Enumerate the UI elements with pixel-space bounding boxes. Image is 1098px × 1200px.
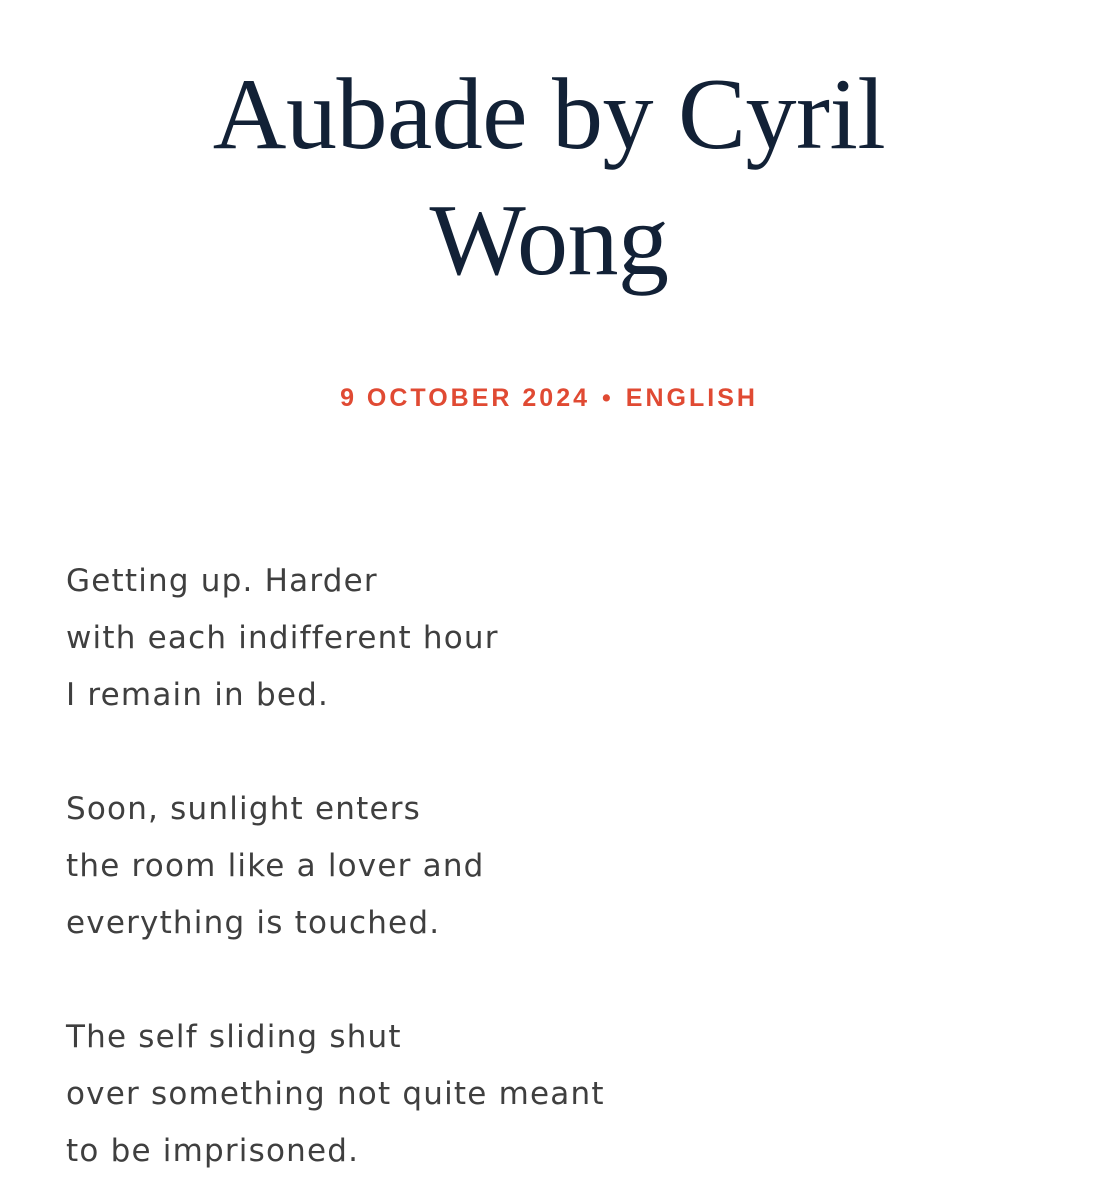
poem-line: everything is touched. xyxy=(66,905,441,941)
post-title: Aubade by Cyril Wong xyxy=(212,58,886,297)
poem-line: with each indifferent hour xyxy=(66,620,499,656)
poem-line: I remain in bed. xyxy=(66,677,330,713)
stanza-2 xyxy=(66,781,966,952)
stanza-1 xyxy=(66,553,966,724)
post-date: 9 OCTOBER 2024 xyxy=(340,384,591,412)
poem-line: the room like a lover and xyxy=(66,848,485,884)
poem-line: over something not quite meant xyxy=(66,1076,605,1112)
poem-line: Soon, sunlight enters xyxy=(66,791,422,827)
poem-line: to be imprisoned. xyxy=(66,1133,360,1169)
post-category-link[interactable]: ENGLISH xyxy=(625,384,758,412)
meta-separator: • xyxy=(602,384,614,412)
poem-line: Getting up. Harder xyxy=(66,563,378,599)
poem-line: The self sliding shut xyxy=(66,1019,402,1055)
poem-body xyxy=(66,553,966,1180)
post-meta xyxy=(0,381,1098,415)
stanza-3 xyxy=(66,1009,966,1180)
